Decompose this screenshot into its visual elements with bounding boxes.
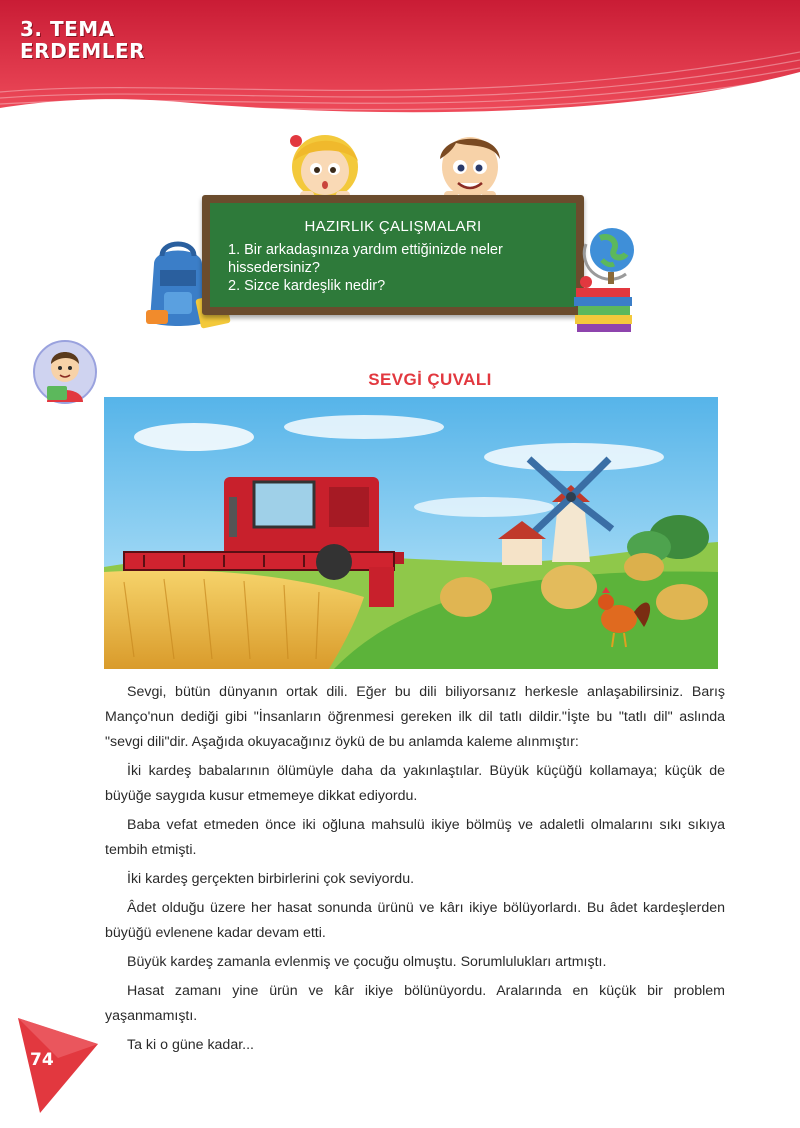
board-question-1 <box>228 241 503 277</box>
theme-label <box>20 18 145 62</box>
story-body <box>105 680 725 1062</box>
story-paragraph: Âdet olduğu üzere her hasat sonunda ürünü ve kârı ikiye bölüyorlardı. Bu âdet kardeşlerden büyüğü evlenene kadar devam etti. <box>105 900 725 941</box>
board-question-1-line-1: 1. Bir arkadaşınıza yardım ettiğinizde neler <box>228 242 503 258</box>
story-title: SEVGİ ÇUVALI <box>368 370 492 389</box>
chalkboard <box>202 195 584 315</box>
page-number: 74 <box>30 1050 54 1070</box>
theme-number: 3. TEMA <box>20 17 115 41</box>
board-question-1-line-2: hissedersiniz? <box>228 260 320 276</box>
board-question-2: 2. Sizce kardeşlik nedir? <box>228 278 386 294</box>
globe-icon <box>570 220 640 335</box>
story-paragraph: Baba vefat etmeden önce iki oğluna mahsulü ikiye bölmüş ve adaletli olmalarını sıkı sıkıya tembih etmişti. <box>105 817 725 858</box>
kids-illustration <box>270 125 530 200</box>
story-paragraph: İki kardeş babalarının ölümüyle daha da yakınlaştılar. Büyük küçüğü kollamaya; küçük de büyüğe saygıda kusur etmemeye dikkat ediyordu. <box>105 763 725 804</box>
story-paragraph: Sevgi, bütün dünyanın ortak dili. Eğer bu dili biliyorsanız herkesle anlaşabilirsiniz. Barış Manço'nun dediği gibi "İnsanların öğrenmesi gereken ilk dil tatlı dildir."İşte bu "tatlı dil" aslında "sevgi dili"dir. Aşağıda okuyacağınız öykü de bu anlamda kaleme alınmıştır: <box>105 684 725 750</box>
story-paragraph: Hasat zamanı yine ürün ve kâr ikiye bölünüyordu. Aralarında en küçük bir problem yaşanmamıştı. <box>105 983 725 1024</box>
preparation-board <box>140 190 640 340</box>
theme-name: ERDEMLER <box>20 39 146 63</box>
books-icon <box>574 288 632 332</box>
board-title: HAZIRLIK ÇALIŞMALARI <box>304 218 482 235</box>
story-paragraph: Ta ki o güne kadar... <box>127 1037 254 1053</box>
story-paragraph: İki kardeş gerçekten birbirlerini çok seviyordu. <box>127 871 415 887</box>
harvest-illustration <box>104 397 718 669</box>
story-paragraph: Büyük kardeş zamanla evlenmiş ve çocuğu olmuştu. Sorumlulukları artmıştı. <box>127 954 607 970</box>
